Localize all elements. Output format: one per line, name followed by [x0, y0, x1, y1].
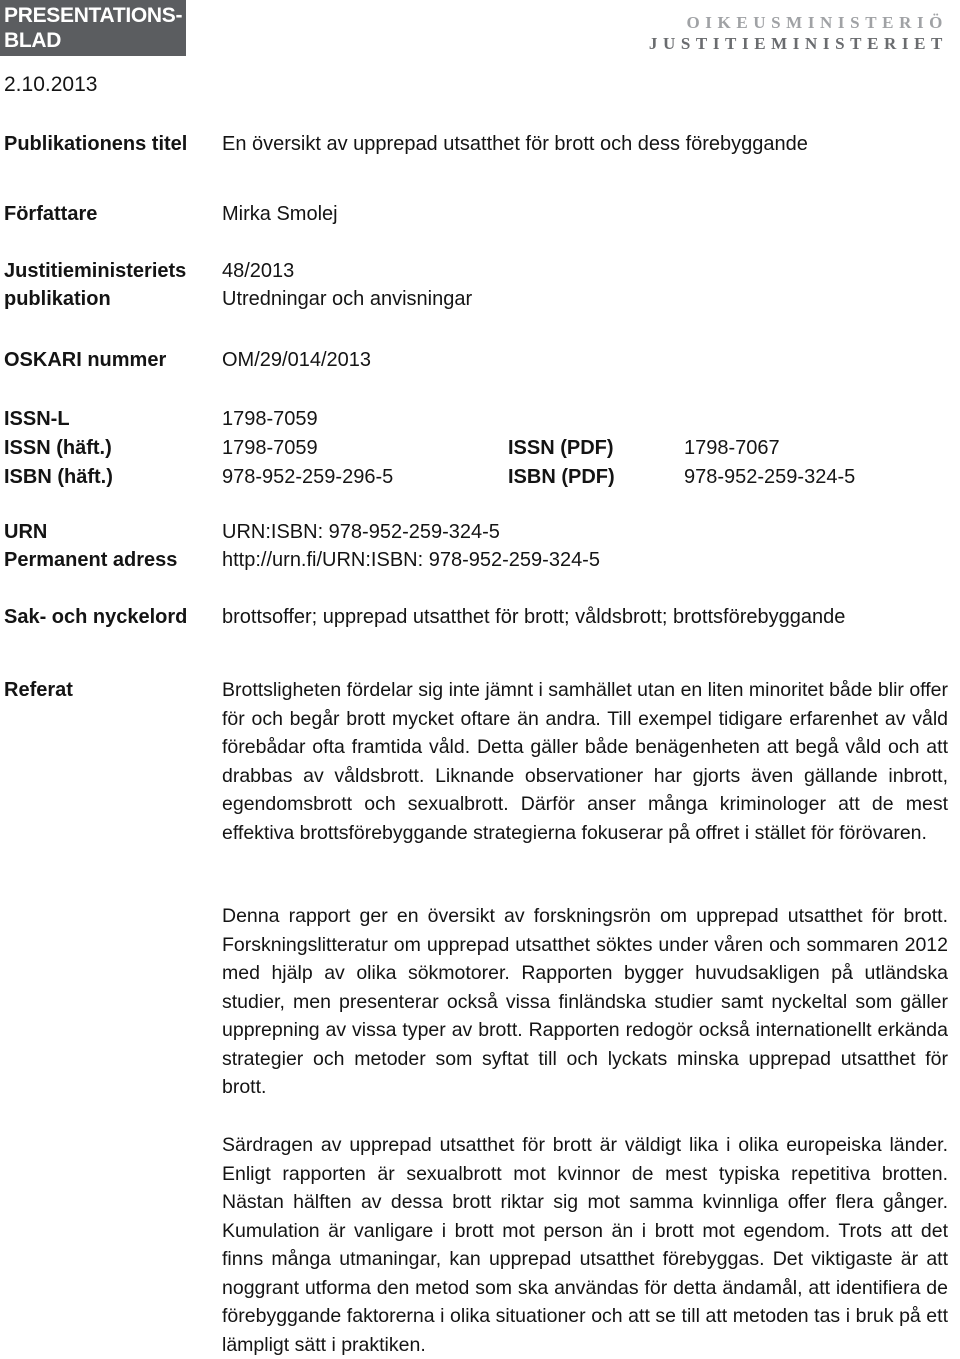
title-label: Publikationens titel: [4, 133, 188, 155]
abstract-label: Referat: [4, 679, 73, 701]
ministry-wordmark: [649, 12, 948, 54]
isbn-pdf-label: ISBN (PDF): [508, 466, 615, 488]
logo-line-1: PRESENTATIONS-: [4, 4, 183, 27]
abstract-paragraph-2: Denna rapport ger en översikt av forskningsrön om upprepad utsatthet för brott. Forskningslitteratur om upprepad utsatthet söktes under våren och sommaren 2012 med hjälp av olika sökmotorer. Rapporten bygger huvudsakligen på utländska studier, men presenterar också vissa finländska studier samt nyckeltal som gäller upprepning av vissa typer av brott. Rapporten redogör också internationellt erkända strategier och metoder som syftat till och lyckats minska upprepad utsatthet för brott.: [222, 905, 948, 1098]
issn-l-label: ISSN-L: [4, 408, 70, 430]
publication-number: 48/2013: [222, 260, 295, 282]
issn-pdf-value: 1798-7067: [684, 437, 780, 459]
oskari-label: OSKARI nummer: [4, 349, 167, 371]
ministry-name-swedish: JUSTITIEMINISTERIET: [648, 34, 948, 53]
urn-label: URN: [4, 521, 48, 543]
issn-pdf-label: ISSN (PDF): [508, 437, 614, 459]
title-value: En översikt av upprepad utsatthet för brott och dess förebyggande: [222, 133, 808, 155]
isbn-pdf-value: 978-952-259-324-5: [684, 466, 856, 488]
issn-print-label: ISSN (häft.): [4, 437, 112, 459]
isbn-print-value: 978-952-259-296-5: [222, 466, 394, 488]
logo-line-2: BLAD: [4, 29, 62, 52]
permanent-address-label: Permanent adress: [4, 549, 178, 571]
issn-print-value: 1798-7059: [222, 437, 318, 459]
abstract-paragraph-3: Särdragen av upprepad utsatthet för brott är väldigt lika i olika europeiska länder. Enligt rapporten är sexualbrott mot kvinnor de mest typiska repetitiva brotten. Nästan hälften av dessa brott riktar sig mot samma kvinnliga offer flera gånger. Kumulation är vanligare i brott mot person än i brott mot egendom. Trots att det finns många utmaningar, kan upprepad utsatthet förebyggas. Det viktigaste är att noggrant utforma den metod som ska användas för detta ändamål, att identifiera de förebyggande faktorerna i olika situationer och att se till att metoden tas i bruk på ett lämpligt sätt i praktiken.: [222, 1134, 948, 1356]
abstract-paragraph-1: Brottsligheten fördelar sig inte jämnt i samhället utan en liten minoritet både blir offer för och begår brott mycket oftare än andra. Till exempel tidigare erfarenhet av våld förebådar ofta framtida våld. Detta gäller både benägenheten att begå våld och att drabbas av våldsbrott. Liknande observationer har gjorts även gällande inbrott, egendomsbrott och sexualbrott. Därför anser många kriminologer att de mest effektiva brottsförebyggande strategierna fokuserar på offret i stället för förövaren.: [222, 679, 948, 844]
keywords-value: brottsoffer; upprepad utsatthet för brott; våldsbrott; brottsförebyggande: [222, 606, 846, 628]
isbn-print-label: ISBN (häft.): [4, 466, 113, 488]
ministry-name-finnish: OIKEUSMINISTERIÖ: [686, 13, 948, 32]
keywords-label: Sak- och nyckelord: [4, 606, 188, 628]
urn-value: URN:ISBN: 978-952-259-324-5: [222, 521, 500, 543]
author-value: Mirka Smolej: [222, 203, 338, 225]
publication-date: 2.10.2013: [4, 73, 98, 96]
presentation-sheet-logo: [0, 0, 186, 56]
publication-series-label-1: Justitieministeriets: [4, 260, 187, 282]
publication-series-value: Utredningar och anvisningar: [222, 288, 473, 310]
issn-l-value: 1798-7059: [222, 408, 318, 430]
author-label: Författare: [4, 203, 98, 225]
permanent-address-value[interactable]: http://urn.fi/URN:ISBN: 978-952-259-324-5: [222, 549, 600, 571]
oskari-value: OM/29/014/2013: [222, 349, 371, 371]
publication-series-label-2: publikation: [4, 288, 111, 310]
